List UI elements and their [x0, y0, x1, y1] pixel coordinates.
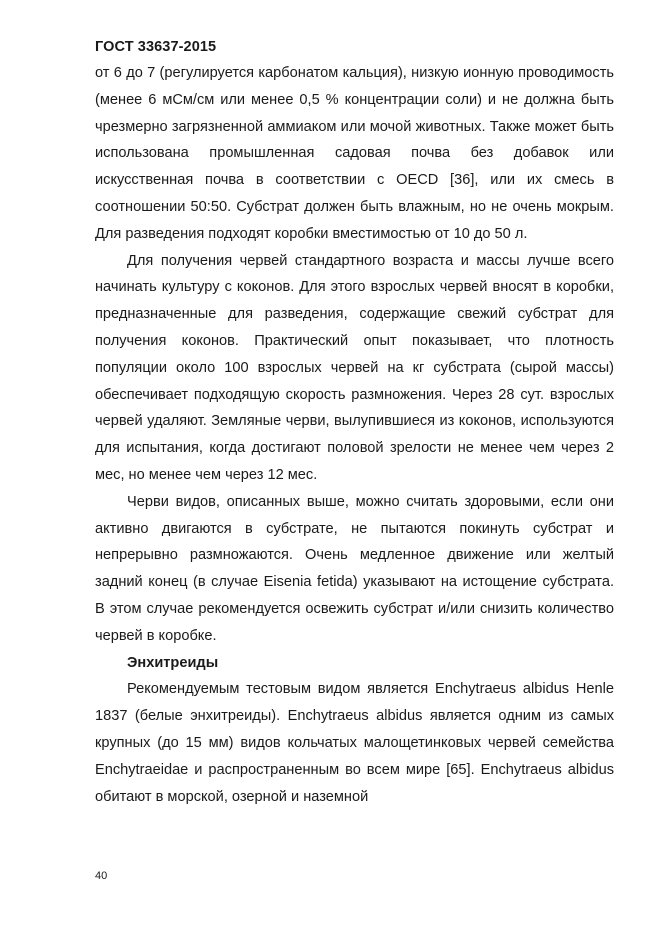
paragraph-enchytraeids: Рекомендуемым тестовым видом является Enchytraeus albidus Henle 1837 (белые энхитреиды). Enchytraeus albidus является одним из самых крупных (до 15 мм) видов кольчатых малощетинковых червей семейства Enchytraeidae и распространенным во всем мире [65]. Enchytraeus albidus обитают в морской, озерной и наземной	[95, 681, 614, 805]
section-heading-enchytraeids: Энхитреиды	[127, 654, 219, 671]
standard-code-header: ГОСТ 33637-2015	[95, 39, 217, 55]
page-number: 40	[95, 870, 108, 882]
paragraph-breeding: Для получения червей стандартного возраста и массы лучше всего начинать культуру с коконов. Для этого взрослых червей вносят в коробки, предназначенные для разведения, содержащие свежий субстрат для получения коконов. Практический опыт показывает, что плотность популяции около 100 взрослых червей на кг субстрата (сырой массы) обеспечивает подходящую скорость размножения. Через 28 сут. взрослых червей удаляют. Земляные черви, вылупившиеся из коконов, используются для испытания, когда достигают половой зрелости не менее чем через 2 мес, но менее чем через 12 мес.	[95, 252, 614, 483]
paragraph-continued: от 6 до 7 (регулируется карбонатом кальция), низкую ионную проводимость (менее 6 мСм/см или менее 0,5 % концентрации соли) и не должна быть чрезмерно загрязненной аммиаком или мочой животных. Также может быть использована промышленная садовая почва без добавок или искусственная почва в соответствии с OECD [36], или их смесь в соотношении 50:50. Субстрат должен быть влажным, но не очень мокрым. Для разведения подходят коробки вместимостью от 10 до 50 л.	[95, 65, 614, 242]
body-text	[95, 60, 614, 810]
paragraph-health: Черви видов, описанных выше, можно считать здоровыми, если они активно двигаются в субстрате, не пытаются покинуть субстрат и непрерывно размножаются. Очень медленное движение или желтый задний конец (в случае Eisenia fetida) указывают на истощение субстрата. В этом случае рекомендуется освежить субстрат и/или снизить количество червей в коробке.	[95, 493, 614, 644]
